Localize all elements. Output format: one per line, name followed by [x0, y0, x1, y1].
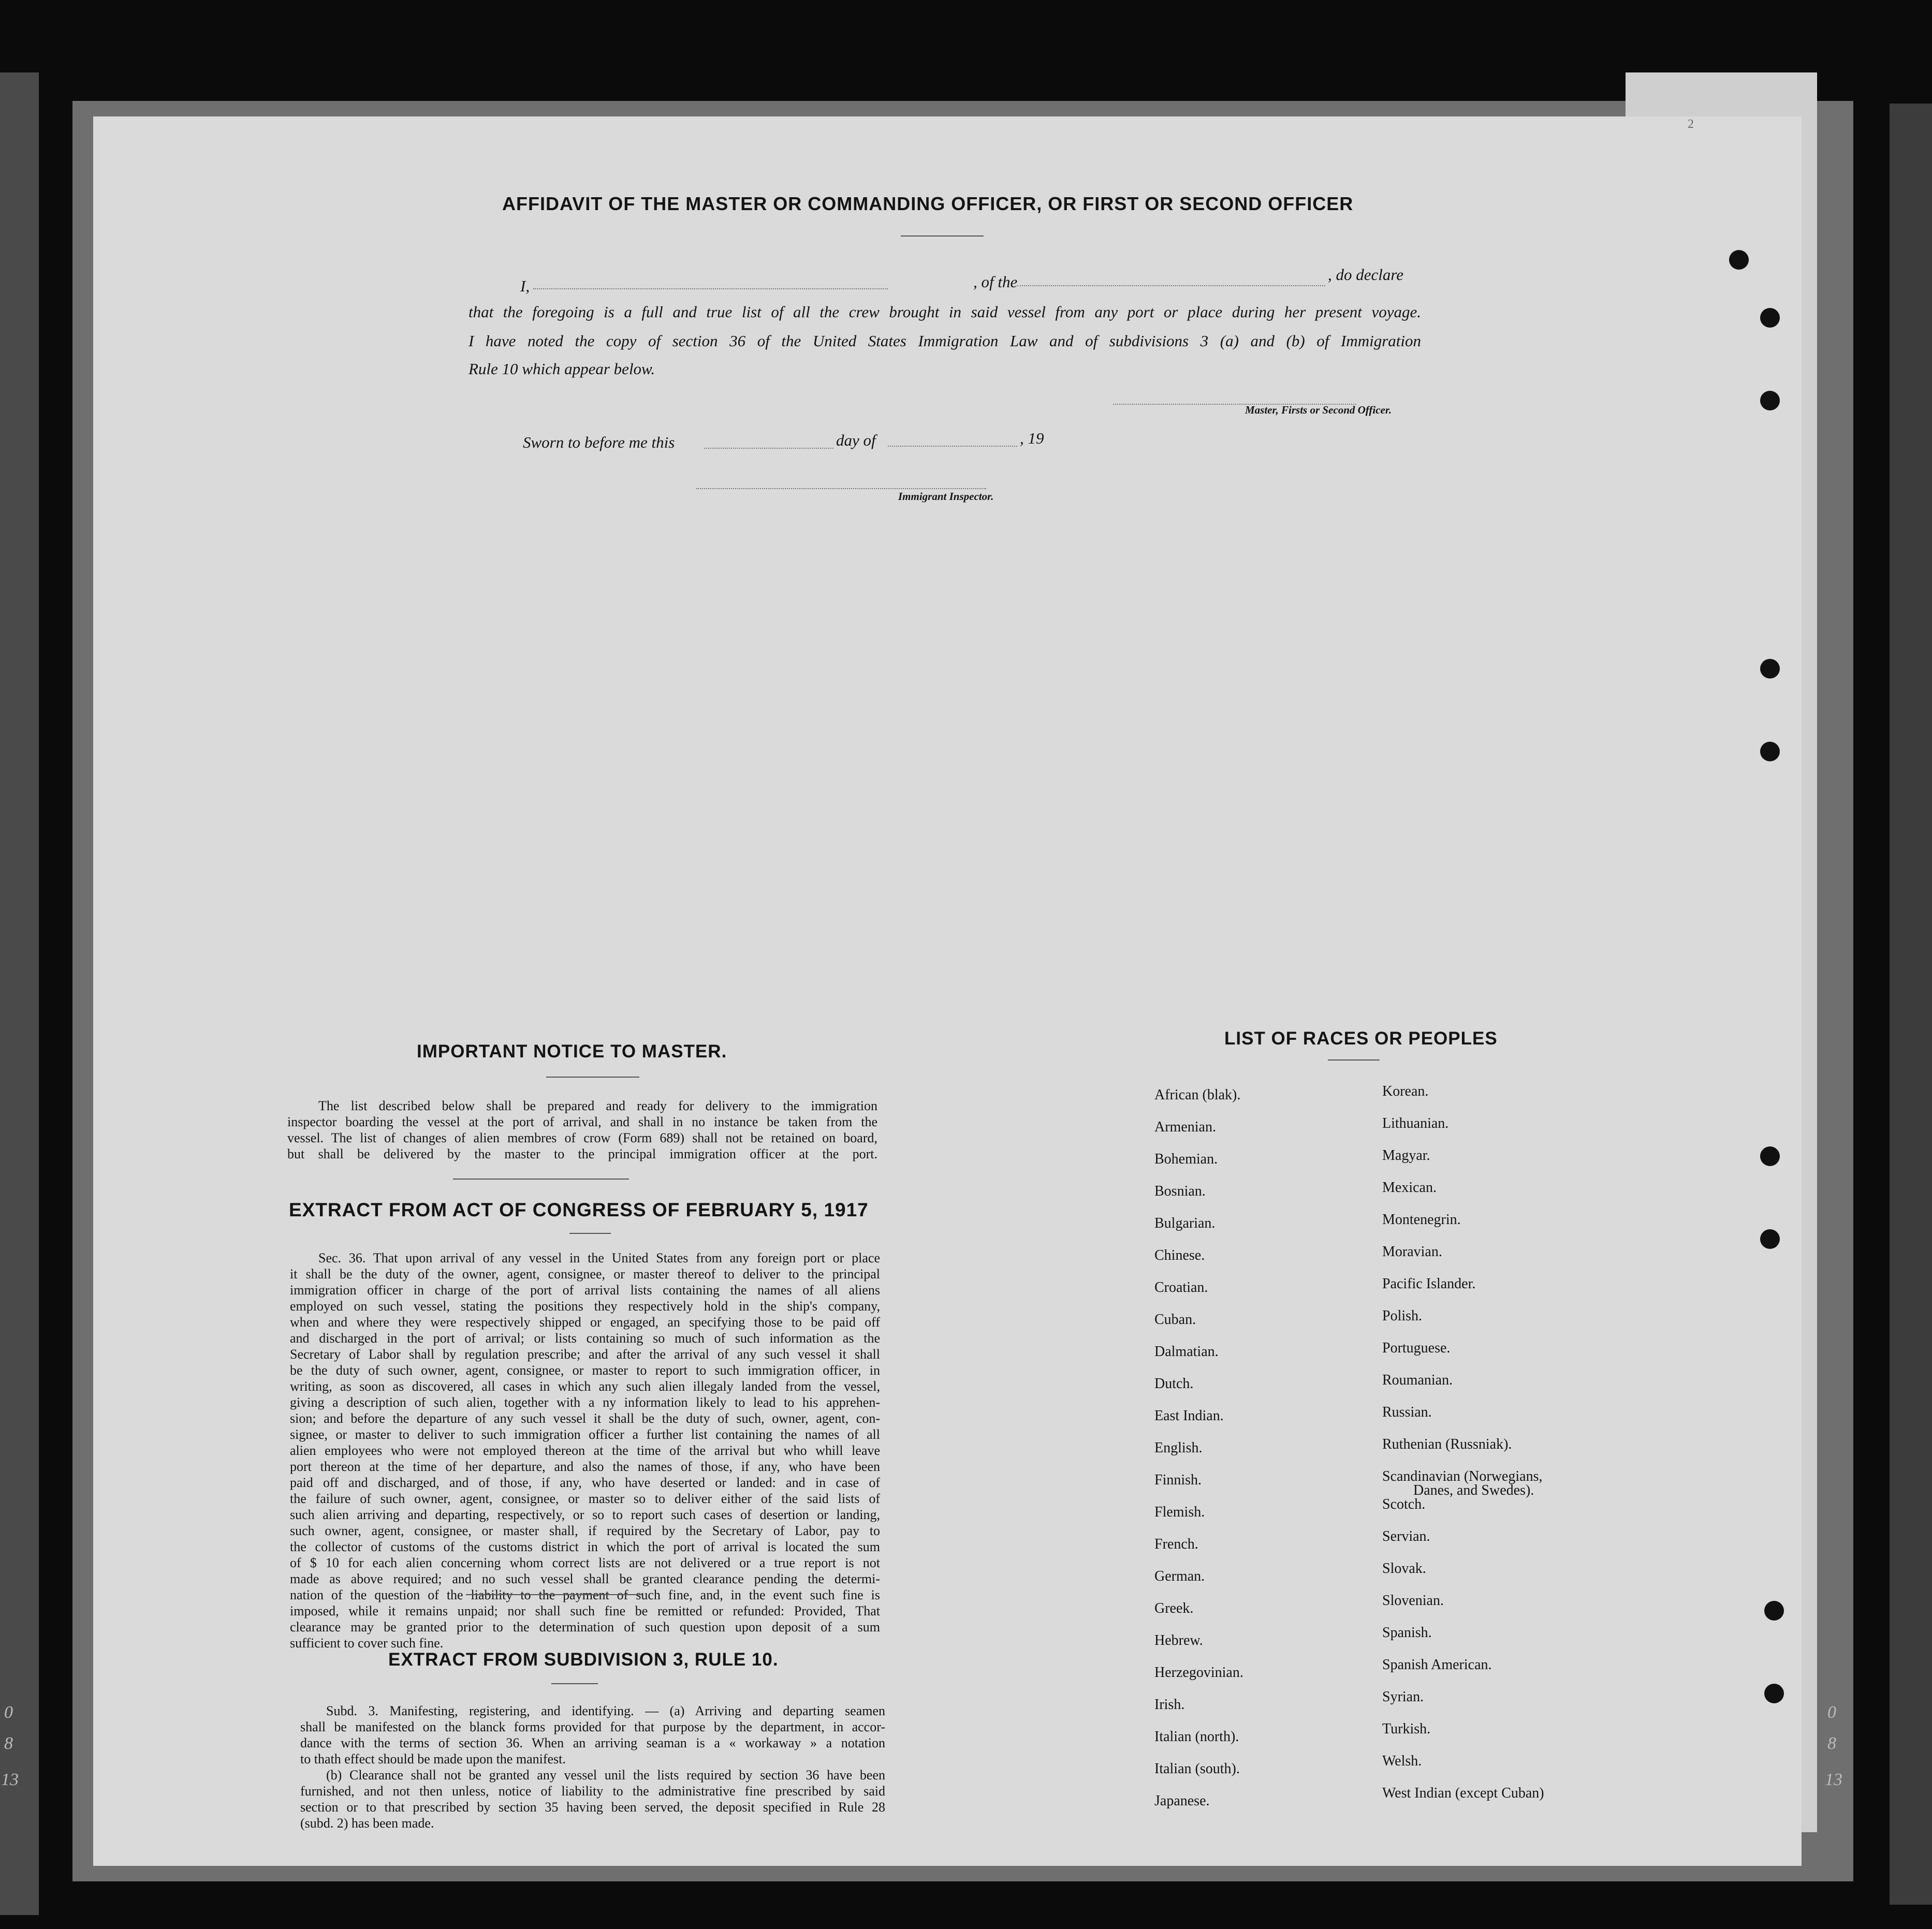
act-line: nation of the question of the liability to the payment of such fine, and, in the event such fine is	[290, 1587, 880, 1602]
act-line: signee, or master to deliver to such immigration officer a further list containing the names of all	[290, 1427, 880, 1442]
race-item: Bosnian.	[1154, 1183, 1206, 1199]
act-line: and discharged in the port of arrival; or lists containing so much of such information as the	[290, 1331, 880, 1346]
race-item: Mexican.	[1382, 1180, 1437, 1196]
vessel-line	[1017, 285, 1325, 286]
rule-line: section or to that prescribed by section 35 having been served, the deposit specified in Rule 28	[300, 1800, 885, 1815]
race-item: Irish.	[1154, 1697, 1185, 1713]
act-line: the failure of such owner, agent, consignee, or master so to deliver either of the said lists of	[290, 1491, 880, 1506]
affidavit-declare: , do declare	[1328, 266, 1404, 284]
adjacent-page-left	[0, 72, 39, 1915]
punch-hole	[1764, 1684, 1784, 1703]
notice-line: but shall be delivered by the master to the principal immigration officer at the port.	[287, 1146, 877, 1161]
notice-line: vessel. The list of changes of alien membres of crow (Form 689) shall not be retained on board,	[287, 1130, 877, 1145]
race-item: Servian.	[1382, 1528, 1430, 1544]
act-line: such owner, agent, consignee, or master shall, if required by the Secretary of Labor, pay to	[290, 1523, 880, 1538]
act-line: when and where they were respectively shipped or engaged, an specifying those to be paid off	[290, 1315, 880, 1330]
rule-body	[300, 1703, 885, 1831]
race-item: Slovak.	[1382, 1560, 1426, 1577]
race-item: Magyar.	[1382, 1147, 1430, 1164]
race-item: Polish.	[1382, 1308, 1423, 1324]
affidavit-line-3: I have noted the copy of section 36 of the United States Immigration Law and of subdivisions 3 (a) and (b) of Immigration	[469, 332, 1421, 350]
act-line: such alien arriving and departing, respectively, or so to report such cases of desertion or landing,	[290, 1507, 880, 1522]
punch-hole	[1760, 1229, 1780, 1249]
race-item: African (blak).	[1154, 1087, 1241, 1103]
act-line: sion; and before the departure of any such vessel it shall be the duty of such, owner, agent, con-	[290, 1411, 880, 1426]
race-item: Bohemian.	[1154, 1151, 1218, 1167]
rule-title: EXTRACT FROM SUBDIVISION 3, RULE 10.	[388, 1650, 779, 1670]
race-item: German.	[1154, 1568, 1205, 1584]
race-item: Spanish American.	[1382, 1657, 1492, 1673]
race-item: Scotch.	[1382, 1496, 1426, 1512]
race-item: Italian (south).	[1154, 1761, 1240, 1777]
punch-hole	[1729, 250, 1749, 270]
races-divider	[1328, 1059, 1380, 1061]
sworn-day-line	[704, 448, 833, 449]
race-item: Lithuanian.	[1382, 1115, 1449, 1131]
act-line: it shall be the duty of the owner, agent, consignee, or master thereof to deliver to the principal	[290, 1267, 880, 1282]
rule-line: (subd. 2) has been made.	[300, 1816, 434, 1831]
race-item: Welsh.	[1382, 1753, 1422, 1769]
affidavit-of-the: , of the	[973, 273, 1018, 291]
race-item: Pacific Islander.	[1382, 1276, 1476, 1292]
affidavit-i: I,	[520, 277, 530, 295]
race-item: English.	[1154, 1440, 1203, 1456]
race-item: Montenegrin.	[1382, 1212, 1461, 1228]
sworn-day-of: day of	[836, 431, 876, 449]
race-item: Japanese.	[1154, 1793, 1210, 1809]
rule-line: (b) Clearance shall not be granted any vessel unil the lists required by section 36 have been	[326, 1768, 885, 1783]
act-line: of $ 10 for each alien concerning whom correct lists are not delivered or a true report is not	[290, 1555, 880, 1570]
act-line: be the duty of such owner, agent, consignee, or master to report to such immigration officer, in	[290, 1363, 880, 1378]
race-item: Flemish.	[1154, 1504, 1205, 1520]
punch-hole	[1760, 659, 1780, 679]
race-item: Dalmatian.	[1154, 1344, 1219, 1360]
punch-hole	[1760, 1146, 1780, 1166]
rule-line: Subd. 3. Manifesting, registering, and identifying. — (a) Arriving and departing seamen	[326, 1703, 885, 1718]
race-item-continuation: Danes, and Swedes).	[1413, 1482, 1534, 1498]
left-margin-digit: 8	[4, 1734, 13, 1753]
notice-line: inspector boarding the vessel at the port of arrival, and shall in no instance be taken from the	[287, 1114, 877, 1129]
race-item: Armenian.	[1154, 1119, 1216, 1135]
act-body	[290, 1250, 880, 1651]
act-separator	[466, 1594, 642, 1595]
punch-hole	[1760, 391, 1780, 410]
race-item: West Indian (except Cuban)	[1382, 1785, 1544, 1801]
act-line: employed on such vessel, stating the positions they respectively hold in the ship's company,	[290, 1299, 880, 1314]
act-title: EXTRACT FROM ACT OF CONGRESS OF FEBRUARY 5, 1917	[289, 1199, 869, 1220]
race-item: Croatian.	[1154, 1279, 1208, 1295]
rule-divider	[551, 1683, 598, 1684]
notice-title: IMPORTANT NOTICE TO MASTER.	[417, 1041, 727, 1062]
punch-hole	[1760, 308, 1780, 328]
race-item: Russian.	[1382, 1404, 1432, 1420]
rule-line: dance with the terms of section 36. When an arriving seaman is a « workaway » a notation	[300, 1735, 885, 1750]
inspector-line	[696, 488, 986, 489]
act-line: paid off and discharged, and of those, if any, who have deserted or landed: and in case of	[290, 1475, 880, 1490]
act-line: Secretary of Labor shall by regulation prescribe; and after the arrival of any such vessel it shall	[290, 1347, 880, 1362]
rule-line: furnished, and not then unless, notice of liability to the administrative fine prescribed by said	[300, 1784, 885, 1799]
race-item: Moravian.	[1382, 1244, 1442, 1260]
title-divider	[901, 235, 984, 237]
page-mark: 2	[1688, 117, 1694, 131]
sworn-year: , 19	[1020, 429, 1044, 447]
left-margin-digit: 13	[1, 1770, 19, 1789]
act-line: writing, as soon as discovered, all cases in which any such alien illegaly landed from the vessel,	[290, 1379, 880, 1394]
act-line: Sec. 36. That upon arrival of any vessel in the United States from any foreign port or place	[318, 1250, 880, 1265]
race-item: Bulgarian.	[1154, 1215, 1216, 1231]
race-item: Finnish.	[1154, 1472, 1202, 1488]
signature-label: Master, Firsts or Second Officer.	[1245, 404, 1392, 416]
race-item: Hebrew.	[1154, 1632, 1203, 1648]
right-margin-digit: 13	[1825, 1770, 1842, 1789]
notice-separator	[453, 1179, 629, 1180]
punch-hole	[1764, 1601, 1784, 1621]
affidavit-title: AFFIDAVIT OF THE MASTER OR COMMANDING OFFICER, OR FIRST OR SECOND OFFICER	[502, 193, 1354, 214]
race-item: Herzegovinian.	[1154, 1665, 1243, 1681]
notice-line: The list described below shall be prepared and ready for delivery to the immigration	[318, 1098, 877, 1113]
race-item: Roumanian.	[1382, 1372, 1453, 1388]
act-line: giving a description of such alien, together with a ny information likely to lead to his apprehen-	[290, 1395, 880, 1410]
race-item: Syrian.	[1382, 1689, 1424, 1705]
inspector-label: Immigrant Inspector.	[898, 490, 994, 503]
race-item: Korean.	[1382, 1083, 1429, 1099]
act-divider	[569, 1233, 611, 1234]
left-margin-digit: 0	[4, 1703, 13, 1722]
race-item: Ruthenian (Russniak).	[1382, 1436, 1512, 1452]
race-item: Cuban.	[1154, 1312, 1196, 1328]
race-item: Spanish.	[1382, 1625, 1432, 1641]
race-item: Chinese.	[1154, 1247, 1205, 1263]
race-item: Turkish.	[1382, 1721, 1431, 1737]
race-item: East Indian.	[1154, 1408, 1224, 1424]
punch-hole	[1760, 742, 1780, 761]
act-line: alien employees who were not employed thereon at the time of the arrival but who whill leave	[290, 1443, 880, 1458]
race-item: Scandinavian (Norwegians,	[1382, 1468, 1543, 1484]
act-line: immigration officer in charge of the port of arrival lists containing the names of all aliens	[290, 1283, 880, 1298]
name-line	[533, 288, 888, 289]
rule-line: shall be manifested on the blanck forms provided for that purpose by the department, in accor-	[300, 1719, 885, 1734]
act-line: sufficient to cover such fine.	[290, 1636, 444, 1651]
affidavit-line-2: that the foregoing is a full and true list of all the crew brought in said vessel from any port or place during her present voyage.	[469, 303, 1421, 321]
act-line: clearance may be granted prior to the determination of such question upon deposit of a sum	[290, 1619, 880, 1635]
act-line: port thereon at the time of her departure, and also the names of those, if any, who have been	[290, 1459, 880, 1474]
act-line: made as above required; and no such vessel shall be granted clearance pending the determi-	[290, 1571, 880, 1586]
race-item: Italian (north).	[1154, 1729, 1239, 1745]
races-right-column	[1382, 1083, 1620, 1817]
sworn-month-line	[888, 446, 1017, 447]
rule-line: to thath effect should be made upon the manifest.	[300, 1751, 566, 1766]
race-item: French.	[1154, 1536, 1198, 1552]
notice-divider	[546, 1077, 639, 1078]
race-item: Slovenian.	[1382, 1593, 1444, 1609]
notice-body	[287, 1098, 877, 1162]
right-margin-digit: 8	[1827, 1734, 1836, 1753]
adjacent-page-right	[1890, 104, 1932, 1905]
races-left-column	[1154, 1087, 1351, 1825]
races-title: LIST OF RACES OR PEOPLES	[1224, 1028, 1498, 1049]
sworn-prefix: Sworn to before me this	[523, 433, 675, 451]
race-item: Dutch.	[1154, 1376, 1194, 1392]
form-page	[93, 116, 1802, 1866]
race-item: Greek.	[1154, 1600, 1194, 1616]
right-margin-digit: 0	[1827, 1703, 1836, 1722]
act-line: imposed, while it remains unpaid; nor shall such fine be remitted or refunded: Provided, That	[290, 1603, 880, 1618]
affidavit-line-4: Rule 10 which appear below.	[469, 360, 655, 378]
act-line: the collector of customs of the customs district in which the port of arrival is located the sum	[290, 1539, 880, 1554]
race-item: Portuguese.	[1382, 1340, 1451, 1356]
